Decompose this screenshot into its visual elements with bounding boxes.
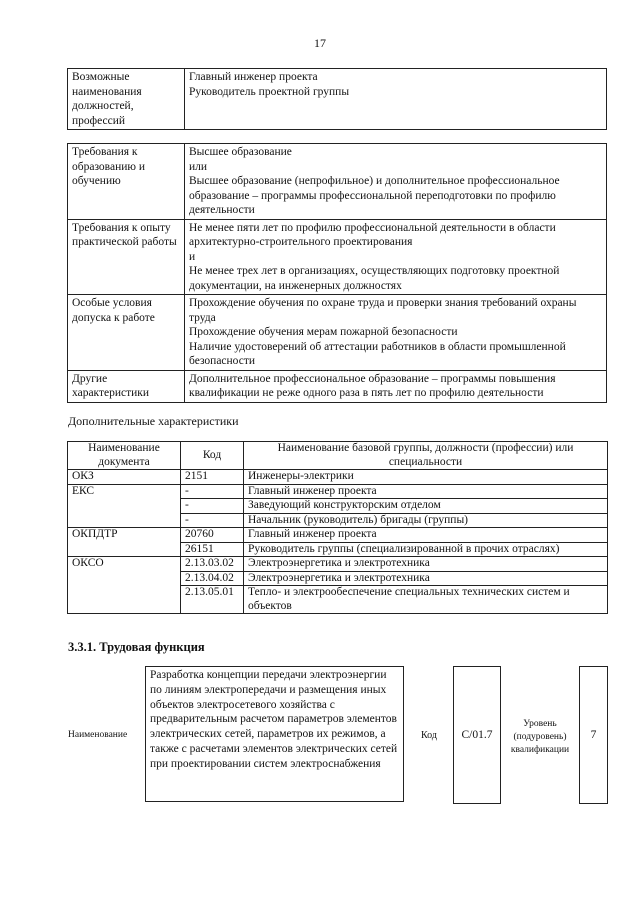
row-label: Другие характеристики xyxy=(68,370,185,402)
labor-function-heading: 3.3.1. Трудовая функция xyxy=(68,640,205,654)
cell-document: ОКПДТР xyxy=(68,528,181,557)
cell-name: Главный инженер проекта xyxy=(244,484,608,499)
table-row xyxy=(68,295,607,371)
function-code-label: Код xyxy=(421,730,437,741)
table-row xyxy=(68,69,607,130)
row-line: Прохождение обучения по охране труда и проверки знания требований охраны труда xyxy=(189,297,577,324)
table-row xyxy=(68,370,607,402)
table-row xyxy=(68,144,607,220)
requirements-table xyxy=(67,143,607,403)
cell-name: Заведующий конструкторским отделом xyxy=(244,499,608,514)
qualification-level-box: 7 xyxy=(579,666,608,804)
row-line: Дополнительное профессиональное образование – программы повышения квалификации не реже одного раза в пять лет по профилю деятельности xyxy=(189,372,556,399)
row-value xyxy=(185,295,607,371)
row-label: Возможные наименования должностей, профессий xyxy=(68,69,185,130)
cell-document: ОКЗ xyxy=(68,470,181,485)
cell-name: Начальник (руководитель) бригады (группы) xyxy=(244,513,608,528)
cell-code: - xyxy=(181,499,244,514)
cell-name: Руководитель группы (специализированной в прочих отраслях) xyxy=(244,542,608,557)
row-label: Требования к опыту практической работы xyxy=(68,219,185,295)
row-line: Прохождение обучения мерам пожарной безопасности xyxy=(189,326,458,338)
cell-document: ОКСО xyxy=(68,557,181,614)
cell-document: ЕКС xyxy=(68,484,181,528)
table-header-row xyxy=(68,442,608,470)
cell-name: Электроэнергетика и электротехника xyxy=(244,557,608,572)
cell-code: 2151 xyxy=(181,470,244,485)
table-row xyxy=(68,528,608,543)
function-code-box: C/01.7 xyxy=(453,666,501,804)
table-row xyxy=(68,484,608,499)
cell-name: Инженеры-электрики xyxy=(244,470,608,485)
row-value xyxy=(185,69,607,130)
table-row xyxy=(68,219,607,295)
cell-code: 2.13.04.02 xyxy=(181,571,244,586)
row-line: Руководитель проектной группы xyxy=(189,85,350,98)
row-value xyxy=(185,219,607,295)
header-name: Наименование базовой группы, должности (профессии) или специальности xyxy=(244,442,608,470)
additional-characteristics-caption: Дополнительные характеристики xyxy=(68,414,239,428)
function-name-label: Наименование xyxy=(68,730,128,740)
row-value xyxy=(185,370,607,402)
cell-code: - xyxy=(181,513,244,528)
row-line: и xyxy=(189,250,196,263)
additional-characteristics-table xyxy=(67,441,608,614)
row-line: Высшее образование (непрофильное) и дополнительное профессиональное образование – программы профессиональной переподготовки по профилю деятельности xyxy=(189,175,560,216)
cell-code: 20760 xyxy=(181,528,244,543)
row-label: Требования к образованию и обучению xyxy=(68,144,185,220)
cell-code: 2.13.05.01 xyxy=(181,586,244,614)
cell-code: 2.13.03.02 xyxy=(181,557,244,572)
row-line: Не менее пяти лет по профилю профессиональной деятельности в области архитектурно-строительного проектирования xyxy=(189,221,556,248)
row-line: Не менее трех лет в организациях, осуществляющих подготовку проектной документации, на инженерных должностях xyxy=(189,265,560,292)
row-line: Наличие удостоверений об аттестации работников в области промышленной безопасности xyxy=(189,340,566,367)
table-row xyxy=(68,557,608,572)
header-document: Наименование документа xyxy=(68,442,181,470)
cell-code: 26151 xyxy=(181,542,244,557)
header-code: Код xyxy=(181,442,244,470)
function-name-box: Разработка концепции передачи электроэнергии по линиям электропередачи и размещения иных объектов электросетевого хозяйства с предварительным расчетом параметров элементов электрических сетей, параметров их режимов, а также с расчетами элементов электрических сетей при проектировании систем электроснабжения xyxy=(145,666,404,802)
job-titles-table xyxy=(67,68,607,130)
row-line: Высшее образование xyxy=(189,146,292,158)
cell-code: - xyxy=(181,484,244,499)
cell-name: Электроэнергетика и электротехника xyxy=(244,571,608,586)
cell-name: Главный инженер проекта xyxy=(244,528,608,543)
page-number: 17 xyxy=(314,36,326,50)
row-label: Особые условия допуска к работе xyxy=(68,295,185,371)
qualification-level-label: Уровень (подуровень) квалификации xyxy=(510,719,570,755)
row-line: Главный инженер проекта xyxy=(189,71,318,83)
table-row xyxy=(68,470,608,485)
row-value xyxy=(185,144,607,220)
cell-name: Тепло- и электрообеспечение специальных технических систем и объектов xyxy=(244,586,608,614)
row-line: или xyxy=(189,160,208,173)
